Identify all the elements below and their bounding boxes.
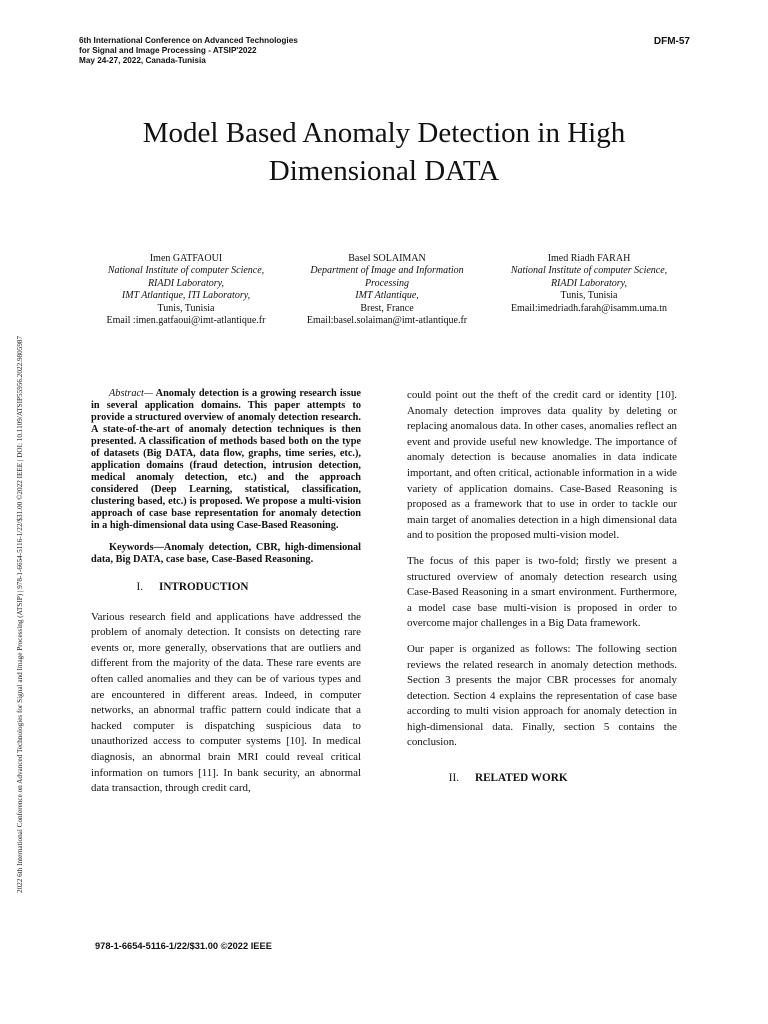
document-id: DFM-57	[653, 36, 690, 47]
body-paragraph: The focus of this paper is two-fold; firstly we present a structured overview of anomaly detection research using Case-Based Reasoning in a smart environment. Furthermore, a model case base multi-vision is proposed in order to overcome major challenges in a Big Data framework.	[407, 554, 677, 630]
abstract	[91, 388, 361, 532]
author-block-3	[484, 253, 694, 315]
author-affiliation: RIADI Laboratory,	[147, 277, 225, 289]
intro-paragraph: Various research field and applications have addressed the problem of anomaly detection. It consists on detecting rare events or, more generally, observations that are outliers and different from the majority of the data. These rare events are often called anomalies and they can be of various types and are encountered in different areas. Indeed, in computer networks, an abnormal traffic pattern could indicate that a hacked computer is dispatching suspicious data to unauthorized access to computer systems [10]. In medical diagnosis, an abnormal brain MRI could reveal critical information on tumors [11]. In bank security, an abnormal data transaction, through credit card,	[91, 610, 361, 795]
author-affiliation: IMT Atlantique, ITI Laboratory,	[121, 290, 251, 302]
section-number: I.	[136, 581, 143, 593]
author-affiliation: National Institute of computer Science,	[107, 265, 265, 277]
abstract-lead: Abstract—	[109, 388, 154, 399]
conference-line-1: 6th International Conference on Advanced Technologies	[79, 36, 298, 45]
author-affiliation: Department of Image and Information	[310, 265, 464, 277]
paper-title	[60, 114, 708, 190]
conference-header	[79, 36, 298, 66]
author-block-1	[81, 253, 291, 327]
section-title: RELATED WORK	[475, 772, 568, 785]
section-title: INTRODUCTION	[159, 581, 249, 593]
author-location: Tunis, Tunisia	[560, 290, 618, 302]
abstract-text: Anomaly detection is a growing research issue in several application domains. This paper attempts to provide a structured overview of anomaly detection research. A state-of-the-art of anomaly detection techniques is then presented. A classification of methods based both on the type of datasets (Big DATA, data flow, graphs, time series, etc.), application domains (fraud detection, intrusion detection, medical anomaly detection, etc.) and the approach considered (Deep Learning, statistical, classification, clustering based, etc.) is proposed. We propose a multi-vision approach of case base representation for anomaly detection in a high-dimensional data using Case-Based Reasoning.	[91, 388, 361, 531]
author-affiliation: National Institute of computer Science,	[510, 265, 668, 277]
author-name: Imen GATFAOUI	[149, 253, 223, 264]
author-name: Basel SOLAIMAN	[348, 253, 426, 264]
body-paragraph: Our paper is organized as follows: The following section reviews the related research in anomaly detection methods. Section 3 presents the major CBR processes for anomaly detection. Section 4 explains the representation of case base according to multi vision approach for anomaly detection in high-dimensional data. Finally, section 5 contains the conclusion.	[407, 642, 677, 749]
author-location: Tunis, Tunisia	[157, 302, 215, 314]
author-location: Brest, France	[360, 302, 414, 314]
author-email: Email:basel.solaiman@imt-atlantique.fr	[306, 315, 468, 327]
author-affiliation: Processing	[364, 277, 410, 289]
section-number: II.	[448, 772, 459, 785]
title-line-2: Dimensional DATA	[268, 155, 500, 187]
side-strip-citation: 2022 6th International Conference on Advanced Technologies for Signal and Image Processing (ATSIP) | 978-1-6654-5116-1/22/$31.00 ©2022 IEEE | DOI: 10.1109/ATSIP55956.2022.9805987	[16, 335, 24, 893]
left-column	[91, 388, 361, 797]
section-heading-related-work	[407, 771, 677, 787]
conference-line-2: for Signal and Image Processing - ATSIP'2022	[79, 46, 257, 55]
author-affiliation: IMT Atlantique,	[355, 290, 419, 302]
body-paragraph: could point out the theft of the credit card or identity [10]. Anomaly detection improves data quality by deleting or replacing anomalous data. In other cases, anomalies reflect an event and provide useful new knowledge. The importance of anomaly detection is because anomalies in data indicate important, and often critical, actionable information in a wide variety of application domains. Case-Based Reasoning is proposed as a framework that to use in order to tackle our main target of anomalies detection in a high dimensional data and to position the proposed multi-vision model.	[407, 389, 677, 542]
author-block-2	[282, 253, 492, 327]
section-heading-introduction	[91, 580, 361, 596]
conference-line-3: May 24-27, 2022, Canada-Tunisia	[79, 56, 206, 65]
title-line-1: Model Based Anomaly Detection in High	[142, 117, 626, 149]
author-email: Email :imen.gatfaoui@imt-atlantique.fr	[106, 315, 266, 327]
author-name: Imed Riadh FARAH	[547, 253, 631, 264]
keywords: Keywords—Anomaly detection, CBR, high-dimensional data, Big DATA, case base, Case-Based Reasoning.	[91, 542, 361, 565]
right-column	[407, 388, 677, 801]
author-affiliation: RIADI Laboratory,	[550, 277, 628, 289]
footer-copyright: 978-1-6654-5116-1/22/$31.00 ©2022 IEEE	[95, 941, 272, 951]
author-email: Email:imedriadh.farah@isamm.uma.tn	[510, 302, 668, 314]
